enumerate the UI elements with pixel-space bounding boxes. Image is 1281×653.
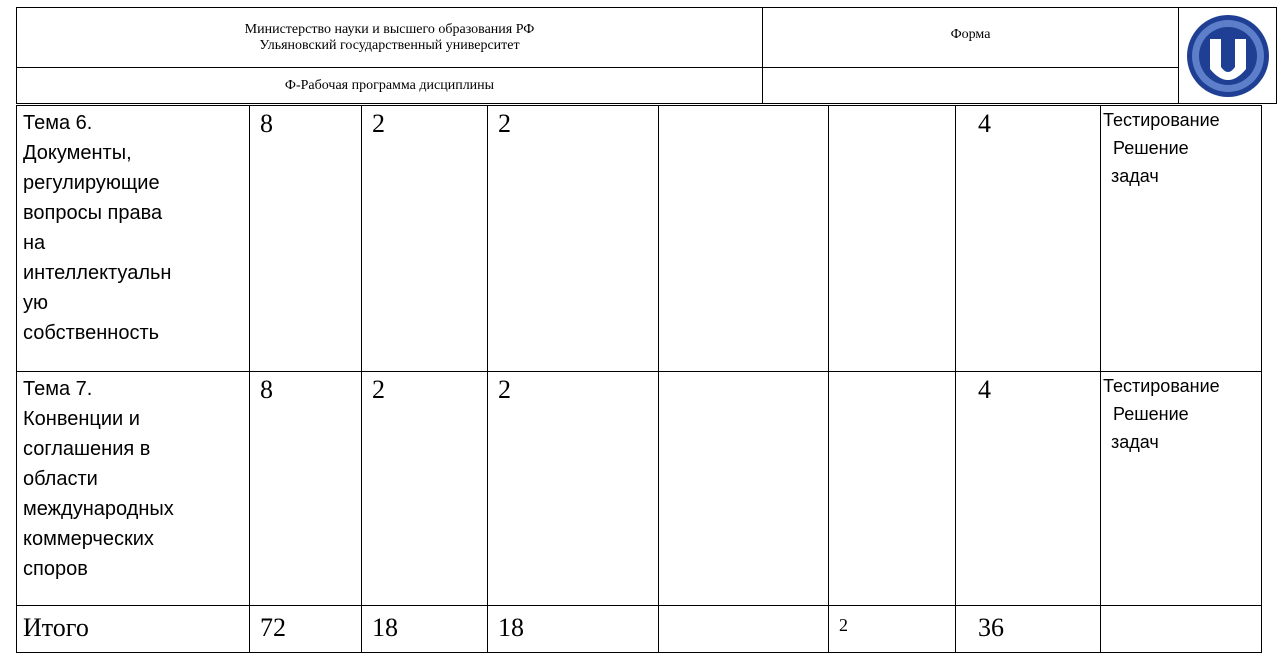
theme-line: вопросы права — [23, 202, 163, 224]
control-line: Тестирование — [1103, 376, 1220, 396]
university-logo-icon — [1185, 13, 1271, 99]
interactive-hours — [829, 372, 956, 606]
theme-cell — [17, 372, 250, 606]
program-cell — [17, 68, 763, 104]
interactive-hours — [829, 106, 956, 372]
lab-hours — [659, 372, 829, 606]
table-row — [17, 106, 1262, 372]
lecture-hours: 2 — [362, 106, 488, 372]
total-row — [17, 606, 1262, 653]
theme-line: собственность — [23, 322, 160, 344]
lecture-hours: 2 — [362, 372, 488, 606]
control-line: Решение — [1113, 138, 1189, 158]
practice-hours: 2 — [488, 372, 659, 606]
program-title: Ф-Рабочая программа дисциплины — [284, 77, 495, 93]
theme-line: области — [23, 468, 98, 490]
total-hours: 8 — [250, 372, 362, 606]
control-form-cell — [1101, 606, 1262, 653]
control-form-cell — [1101, 106, 1262, 372]
form-label: Форма — [950, 26, 991, 42]
ministry-cell — [17, 8, 763, 68]
practice-hours: 2 — [488, 106, 659, 372]
theme-line: Конвенции и — [23, 408, 140, 430]
theme-line: Тема 6. — [23, 112, 93, 134]
form-cell — [763, 8, 1179, 68]
logo-cell — [1179, 8, 1277, 104]
control-line: задач — [1111, 432, 1159, 452]
control-line: Тестирование — [1103, 110, 1220, 130]
table-row — [17, 372, 1262, 606]
lab-hours — [659, 606, 829, 653]
theme-line: интеллектуальн — [23, 262, 172, 284]
lecture-hours: 18 — [362, 606, 488, 653]
theme-line: коммерческих — [23, 528, 154, 550]
self-study-hours: 4 — [956, 372, 1101, 606]
lab-hours — [659, 106, 829, 372]
control-line: Решение — [1113, 404, 1189, 424]
discipline-table — [16, 105, 1262, 653]
control-line: задач — [1111, 166, 1159, 186]
theme-line: споров — [23, 558, 88, 580]
theme-cell — [17, 106, 250, 372]
document-header — [16, 7, 1277, 104]
theme-line: ую — [23, 292, 48, 314]
theme-line: Документы, — [23, 142, 132, 164]
self-study-hours: 36 — [956, 606, 1101, 653]
theme-line: международных — [23, 498, 174, 520]
self-study-hours: 4 — [956, 106, 1101, 372]
ministry-name: Министерство науки и высшего образования РФ — [244, 21, 535, 37]
total-hours: 8 — [250, 106, 362, 372]
total-hours: 72 — [250, 606, 362, 653]
theme-line: Тема 7. — [23, 378, 93, 400]
total-label: Итого — [17, 606, 250, 653]
theme-line: соглашения в — [23, 438, 151, 460]
interactive-hours: 2 — [829, 606, 956, 653]
practice-hours: 18 — [488, 606, 659, 653]
empty-form-cell — [763, 68, 1179, 104]
theme-line: на — [23, 232, 46, 254]
university-name: Ульяновский государственный университет — [259, 37, 520, 53]
theme-line: регулирующие — [23, 172, 160, 194]
control-form-cell — [1101, 372, 1262, 606]
